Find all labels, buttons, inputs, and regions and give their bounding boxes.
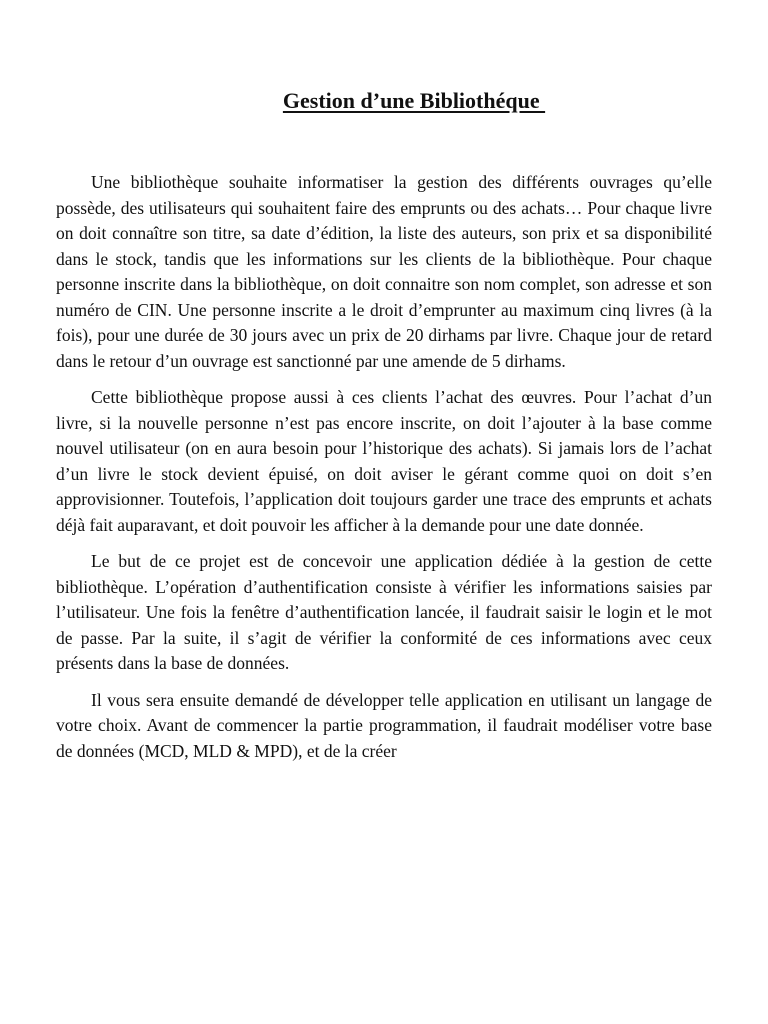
paragraph-4: Il vous sera ensuite demandé de développer telle application en utilisant un langage de votre choix. Avant de commencer la partie programmation, il faudrait modéliser votre base de données (MCD, MLD & MPD), et de la créer — [56, 689, 712, 761]
paragraph-1: Une bibliothèque souhaite informatiser la gestion des différents ouvrages qu’elle possède, des utilisateurs qui souhaitent faire des emprunts ou des achats… Pour chaque livre on doit connaître son titre, sa date d’édition, la liste des auteurs, son prix et sa disponibilité dans le stock, tandis que les informations sur les clients de la bibliothèque. Pour chaque personne inscrite dans la bibliothèque, on doit connaitre son nom complet, son adresse et son numéro de CIN. Une personne inscrite a le droit d’emprunter au maximum cinq livres (à la fois), pour une durée de 30 jours avec un prix de 20 dirhams par livre. Chaque jour de retard dans le retour d’un ouvrage est sanctionné par une amende de 5 dirhams. — [56, 172, 712, 371]
document-title — [0, 86, 768, 116]
paragraph-2: Cette bibliothèque propose aussi à ces clients l’achat des œuvres. Pour l’achat d’un livre, si la nouvelle personne n’est pas encore inscrite, on doit l’ajouter à la base comme nouvel utilisateur (on en aura besoin pour l’historique des achats). Si jamais lors de l’achat d’un livre le stock devient épuisé, on doit aviser le gérant comme quoi on doit s’en approvisionner. Toutefois, l’application doit toujours garder une trace des emprunts et achats déjà fait auparavant, et doit pouvoir les afficher à la demande pour une date donnée. — [56, 387, 712, 535]
document-body — [56, 170, 712, 775]
paragraph-3: Le but de ce projet est de concevoir une application dédiée à la gestion de cette bibliothèque. L’opération d’authentification consiste à vérifier les informations saisies par l’utilisateur. Une fois la fenêtre d’authentification lancée, il faudrait saisir le login et le mot de passe. Par la suite, il s’agit de vérifier la conformité de ces informations avec ceux présents dans la base de données. — [56, 551, 712, 673]
document-title-text: Gestion d’une Bibliothéque — [282, 88, 546, 113]
